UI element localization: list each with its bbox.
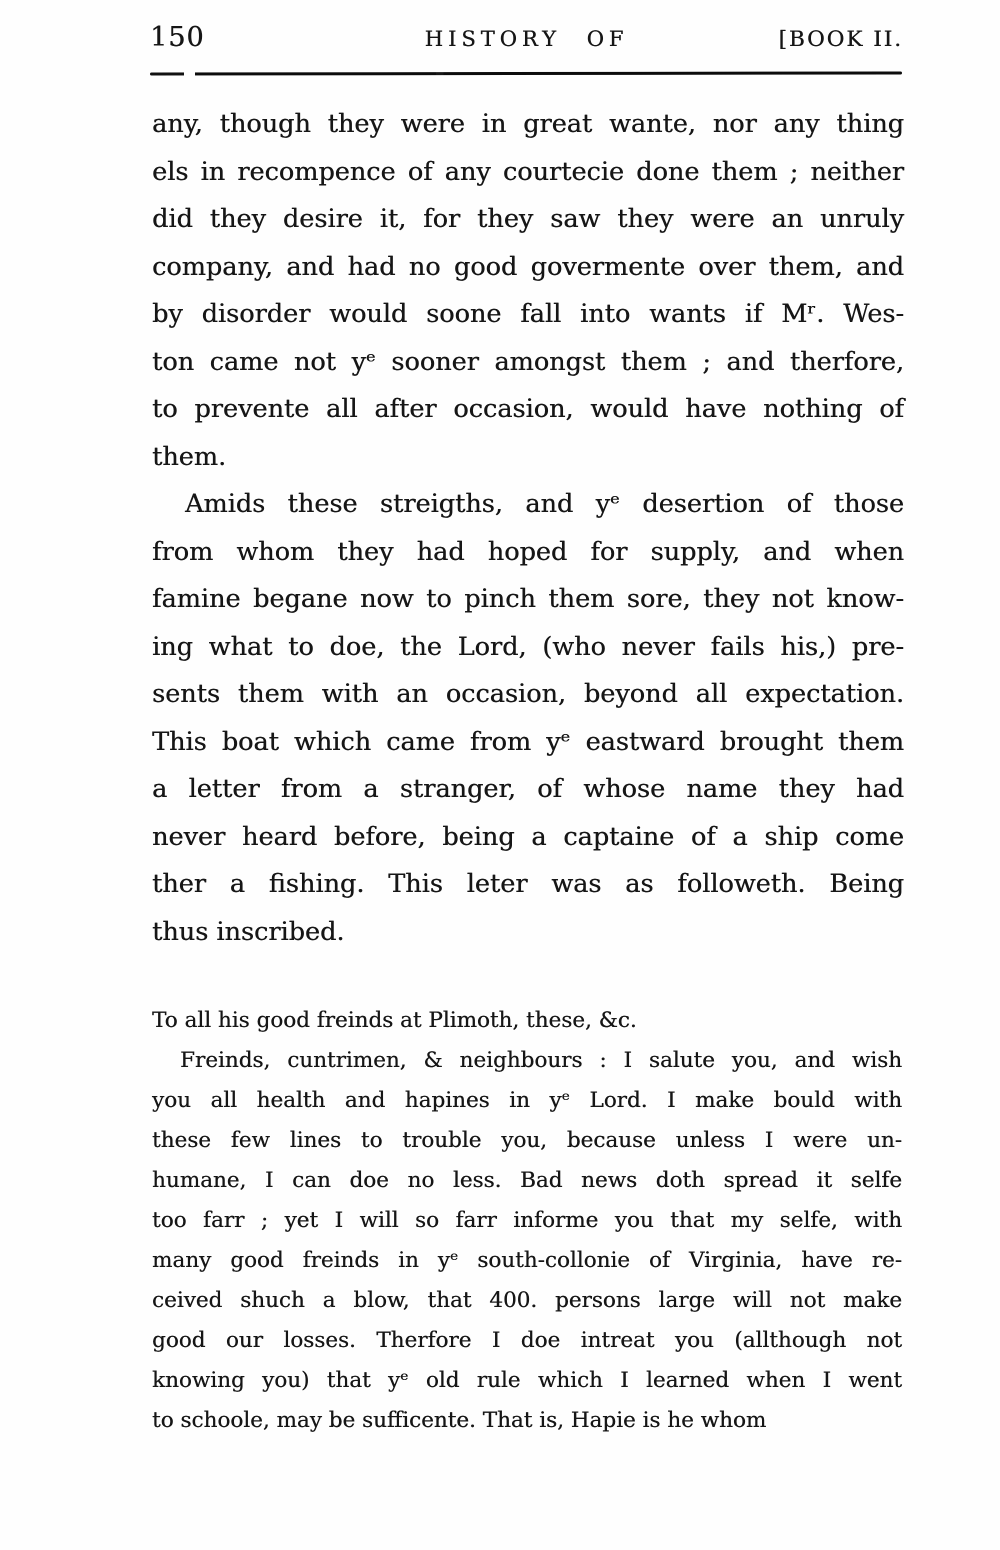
letter-salutation: To all his good freinds at Plimoth, these, &c. bbox=[152, 1008, 637, 1033]
text-line: by disorder would soone fall into wants if Mʳ. Wes- bbox=[152, 299, 904, 329]
text-line: This boat which came from yᵉ eastward brought them bbox=[152, 726, 904, 757]
text-line: thus inscribed. bbox=[152, 916, 345, 947]
letter-line: ceived shuch a blow, that 400. persons large will not make bbox=[152, 1288, 902, 1313]
text-line: them. bbox=[152, 441, 227, 472]
letter-line: you all health and hapines in yᵉ Lord. I make bould with bbox=[152, 1088, 902, 1113]
text-line: a letter from a stranger, of whose name they had bbox=[152, 774, 904, 804]
text-line: sents them with an occasion, beyond all expectation. bbox=[152, 679, 904, 709]
text-line: any, though they were in great wante, nor any thing bbox=[152, 109, 904, 139]
text-line: company, and had no good govermente over them, and bbox=[152, 251, 904, 282]
page-header bbox=[150, 22, 903, 53]
book-section-label: [BOOK II. bbox=[778, 27, 903, 52]
letter-line: these few lines to trouble you, because unless I were un- bbox=[152, 1128, 902, 1153]
text-line: ing what to doe, the Lord, (who never fails his,) pre- bbox=[152, 631, 904, 662]
text-line: Amids these streigths, and yᵉ desertion of those bbox=[185, 489, 904, 519]
letter-line: to schoole, may be sufficente. That is, Hapie is he whom bbox=[152, 1408, 767, 1433]
text-line: els in recompence of any courtecie done them ; neither bbox=[152, 156, 904, 187]
letter-block bbox=[152, 1001, 902, 1441]
letter-line: Freinds, cuntrimen, & neighbours : I salute you, and wish bbox=[180, 1048, 902, 1073]
letter-line: good our losses. Therfore I doe intreat you (allthough not bbox=[152, 1328, 902, 1353]
letter-line: many good freinds in yᵉ south-collonie of Virginia, have re- bbox=[152, 1248, 902, 1273]
text-line: ton came not yᵉ sooner amongst them ; and therfore, bbox=[152, 346, 904, 377]
letter-line: humane, I can doe no less. Bad news doth spread it selfe bbox=[152, 1168, 902, 1193]
header-rule bbox=[150, 71, 902, 75]
letter-line: too farr ; yet I will so farr informe you that my selfe, with bbox=[152, 1208, 902, 1233]
letter-line: knowing you) that yᵉ old rule which I learned when I went bbox=[152, 1368, 902, 1393]
text-line: never heard before, being a captaine of a ship come bbox=[152, 821, 904, 852]
text-line: from whom they had hoped for supply, and when bbox=[152, 536, 904, 567]
running-title: HISTORY OF bbox=[424, 27, 629, 51]
text-line: to prevente all after occasion, would have nothing of bbox=[152, 394, 904, 424]
text-line: ther a fishing. This leter was as followeth. Being bbox=[152, 869, 904, 899]
page-number: 150 bbox=[150, 22, 205, 53]
body-text bbox=[152, 101, 904, 956]
text-line: did they desire it, for they saw they were an unruly bbox=[152, 204, 904, 234]
text-line: famine begane now to pinch them sore, they not know- bbox=[152, 584, 904, 614]
